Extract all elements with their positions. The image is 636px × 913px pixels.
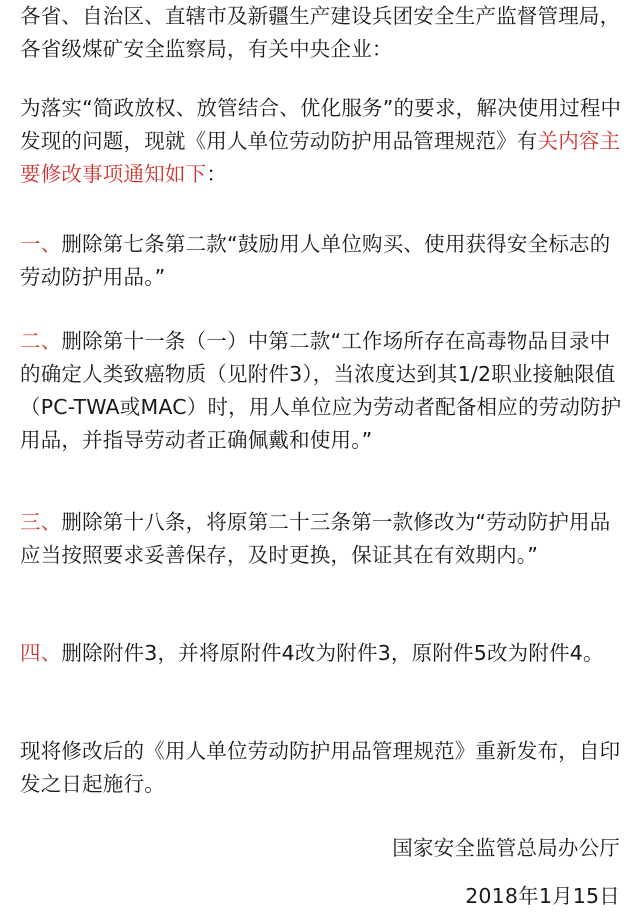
issuer-signature: 国家安全监管总局办公厅 (392, 836, 620, 860)
item-text: 删除第十一条（一）中第二款“工作场所存在高毒物品目录中的确定人类致癌物质（见附件3），当浓度达到其1/2职业接触限值（PC-TWA或MAC）时，用人单位应为劳动者配备相应的劳动防护用品，并指导劳动者正确佩戴和使用。” (20, 329, 622, 452)
item-number: 四、 (20, 641, 62, 665)
intro-text: 为落实“简政放权、放管结合、优化服务”的要求，解决使用过程中发现的问题，现就《用人单位劳动防护用品管理规范》有 (20, 96, 622, 153)
item-number: 一、 (20, 232, 62, 256)
addressee-paragraph: 各省、自治区、直辖市及新疆生产建设兵团安全生产监督管理局，各省级煤矿安全监察局，有关中央企业： (20, 4, 621, 61)
item-paragraph-1 (20, 228, 622, 294)
item-number: 二、 (20, 329, 62, 353)
closing-paragraph: 现将修改后的《用人单位劳动防护用品管理规范》重新发布，自印发之日起施行。 (20, 739, 621, 796)
item-text: 删除第七条第二款“鼓励用人单位购买、使用获得安全标志的劳动防护用品。” (20, 232, 611, 289)
item-text: 删除附件3，并将原附件4改为附件3，原附件5改为附件4。 (61, 641, 604, 665)
item-paragraph-4 (20, 637, 622, 670)
item-text: 删除第十八条，将原第二十三条第一款修改为“劳动防护用品应当按照要求妥善保存，及时更换，保证其在有效期内。” (20, 510, 611, 567)
item-number: 三、 (20, 510, 62, 534)
item-paragraph-2 (20, 325, 622, 457)
intro-highlight: 关内容主要修改事项通知如下 (20, 129, 621, 186)
item-paragraph-3 (20, 506, 622, 572)
intro-text-end: ： (206, 162, 228, 186)
intro-paragraph (20, 92, 622, 191)
issue-date: 2018年1月15日 (465, 884, 620, 908)
